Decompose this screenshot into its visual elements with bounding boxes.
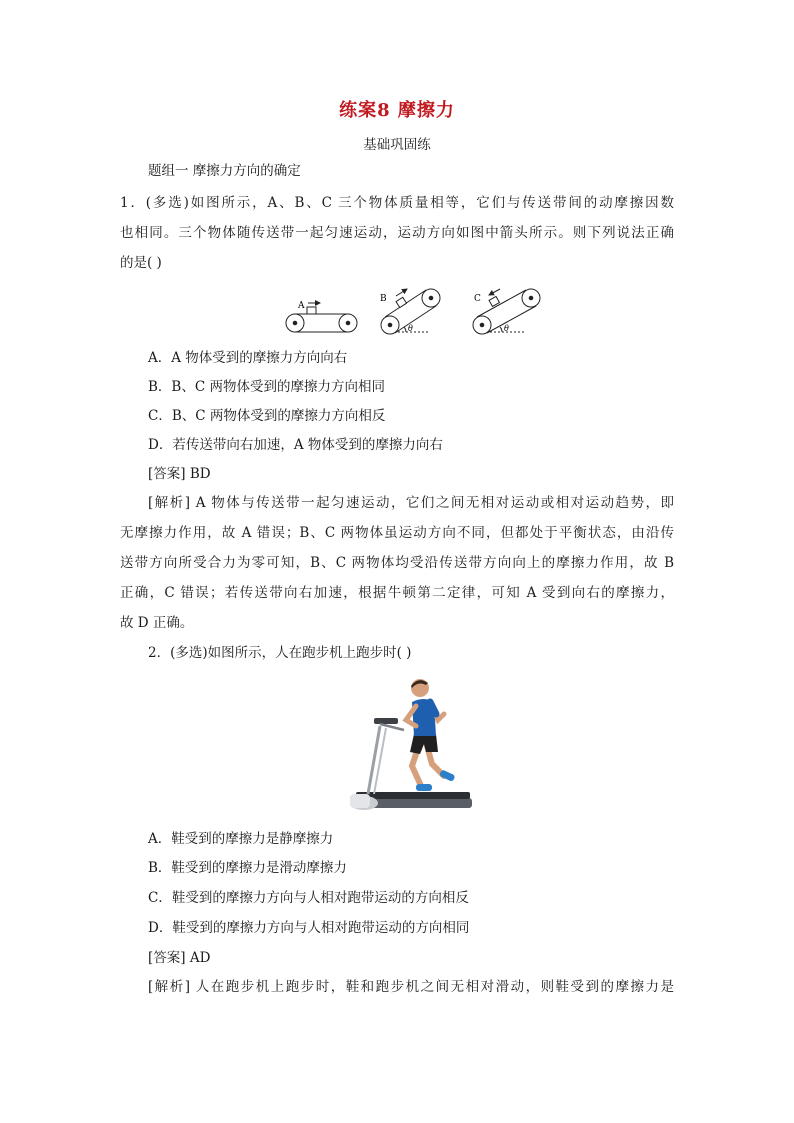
- runner: [406, 679, 456, 791]
- label-a: A: [298, 301, 305, 311]
- q1-option-d: D．若传送带向右加速，A 物体受到的摩擦力向右: [148, 437, 443, 453]
- belt-a: [286, 303, 357, 332]
- q1-analysis-line-4: 正确，C 错误；若传送带向右加速，根据牛顿第二定律，可知 A 受到向右的摩擦力，: [120, 585, 674, 601]
- q1-analysis-line-1: [解析] A 物体与传送带一起匀速运动，它们之间无相对运动或相对运动趋势，即: [148, 495, 674, 511]
- angle-c: θ: [504, 324, 509, 333]
- q2-option-a: A．鞋受到的摩擦力是静摩擦力: [148, 831, 334, 847]
- q1-option-a: A．A 物体受到的摩擦力方向向右: [148, 350, 348, 366]
- page-title: 练案8 摩擦力: [339, 100, 455, 121]
- label-b: B: [380, 294, 387, 304]
- q2-option-b: B．鞋受到的摩擦力是滑动摩擦力: [148, 860, 347, 876]
- q1-option-b: B．B、C 两物体受到的摩擦力方向相同: [148, 379, 385, 395]
- q2-analysis-line-1: [解析] 人在跑步机上跑步时，鞋和跑步机之间无相对滑动，则鞋受到的摩擦力是: [148, 979, 674, 995]
- q2-answer: [答案] AD: [148, 950, 211, 966]
- q1-analysis-line-5: 故 D 正确。: [120, 615, 194, 631]
- q1-answer: [答案] BD: [148, 466, 211, 482]
- conveyor-belt-figure: [280, 284, 550, 342]
- q2-option-c: C．鞋受到的摩擦力方向与人相对跑带运动的方向相反: [148, 890, 469, 906]
- q1-stem-line-2: 也相同。三个物体随传送带一起匀速运动，运动方向如图中箭头所示。则下列说法正确: [120, 225, 674, 241]
- q1-option-c: C．B、C 两物体受到的摩擦力方向相反: [148, 408, 386, 424]
- angle-b: θ: [408, 324, 413, 333]
- q1-stem-line-1: 1．(多选)如图所示，A、B、C 三个物体质量相等，它们与传送带间的动摩擦因数: [120, 195, 674, 211]
- q1-analysis-line-3: 送带方向所受合力为零可知，B、C 两物体均受沿传送带方向向上的摩擦力作用，故 B: [120, 555, 674, 571]
- q2-option-d: D．鞋受到的摩擦力方向与人相对跑带运动的方向相同: [148, 920, 470, 936]
- treadmill-runner-image: [346, 672, 478, 816]
- section-subtitle: 基础巩固练: [363, 137, 431, 153]
- q1-analysis-line-2: 无摩擦力作用，故 A 错误；B、C 两物体虽运动方向不同，但都处于平衡状态，由沿传: [120, 525, 674, 541]
- q2-stem: 2．(多选)如图所示，人在跑步机上跑步时( ): [148, 645, 412, 661]
- q1-stem-line-3: 的是( ): [120, 255, 162, 271]
- label-c: C: [474, 294, 481, 304]
- group-heading: 题组一 摩擦力方向的确定: [148, 163, 301, 179]
